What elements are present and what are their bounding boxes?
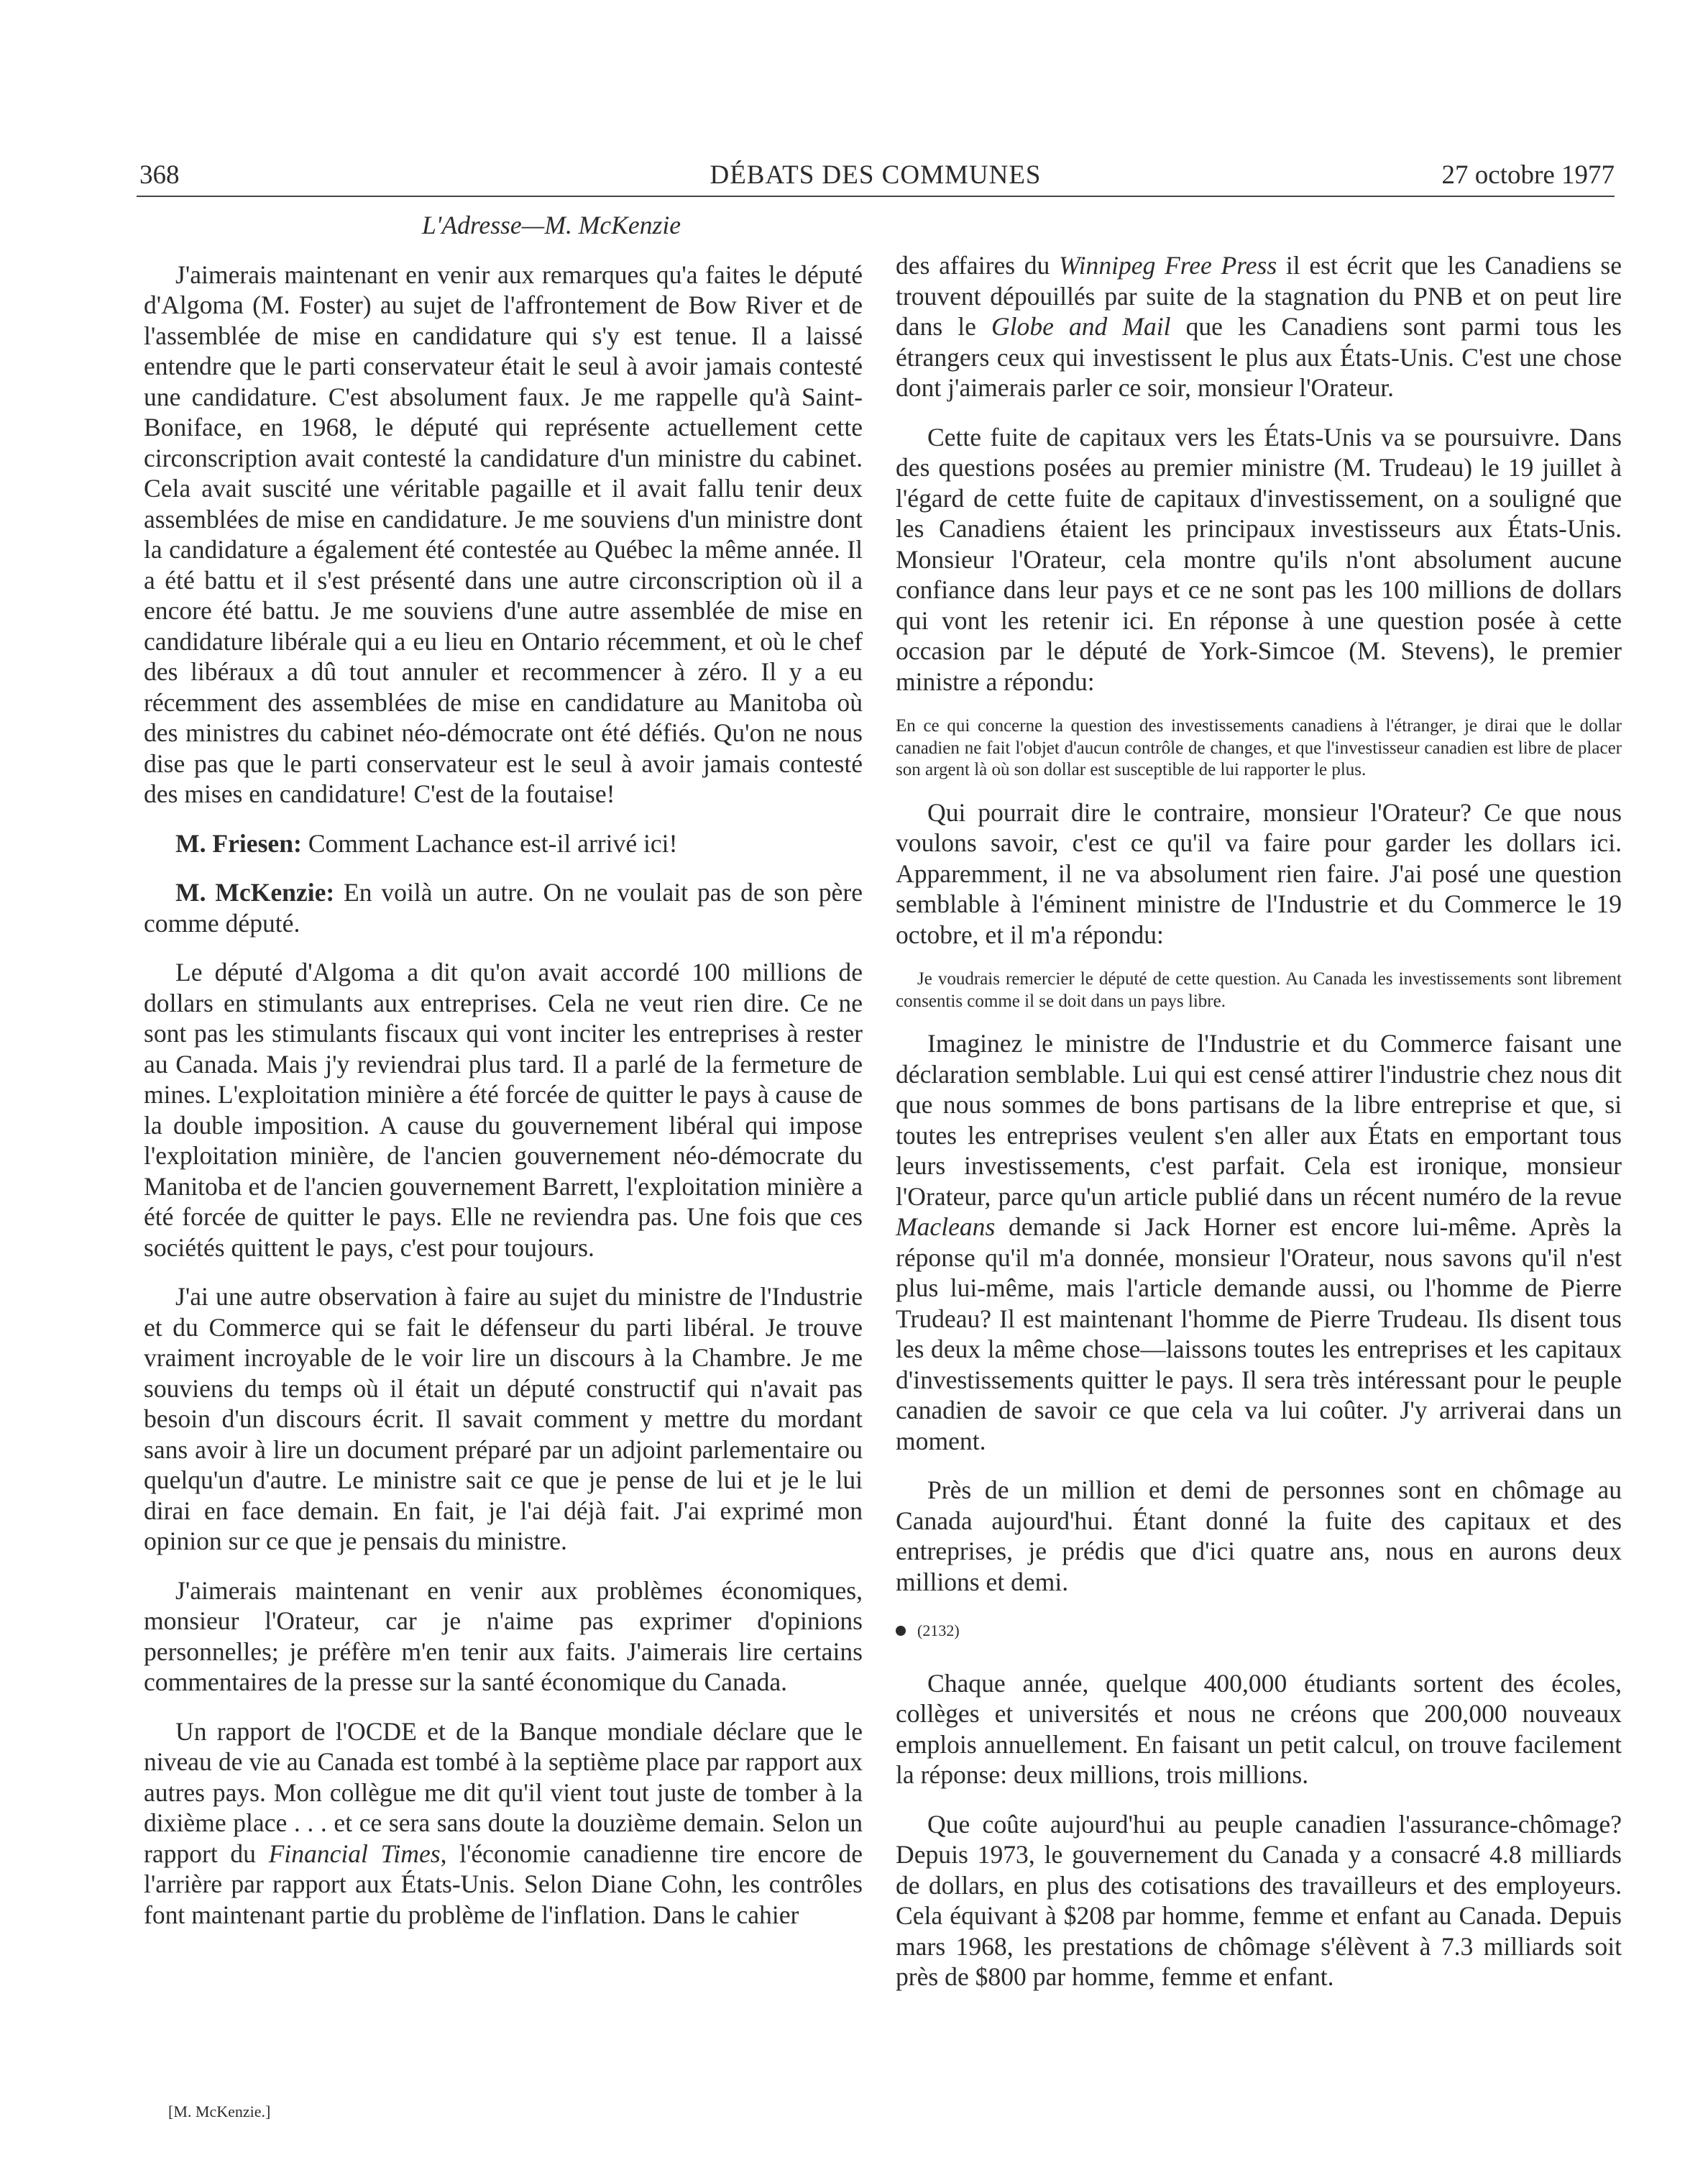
speaker-name: M. Friesen:	[175, 828, 302, 858]
paragraph	[896, 1028, 1622, 1456]
italic-title: Financial Times	[268, 1839, 441, 1868]
speaker-line	[144, 877, 863, 938]
speaker-name: M. McKenzie:	[175, 878, 335, 907]
italic-title: Macleans	[896, 1212, 996, 1241]
time-marker-label: (2132)	[917, 1621, 960, 1639]
paragraph: Qui pourrait dire le contraire, monsieur l'Orateur? Ce que nous voulons savoir, c'est ce qu'il va faire pour garder les dollars ici. Apparemment, il ne va absolument rien faire. J'ai posé une question semblable à l'éminent ministre de l'Industrie et du Commerce le 19 octobre, et il m'a répondu:	[896, 797, 1622, 949]
paragraph: Chaque année, quelque 400,000 étudiants sortent des écoles, collèges et universités et nous ne créons que 200,000 nouveaux emplois annuellement. En faisant un petit calcul, on trouve facilement la réponse: deux millions, trois millions.	[896, 1668, 1622, 1789]
speaker-footer-tag: [M. McKenzie.]	[168, 2102, 271, 2120]
block-quote: En ce qui concerne la question des investissements canadiens à l'étranger, je dirai que le dollar canadien ne fait l'objet d'aucun contrôle de changes, et que l'investisseur canadien est libre de placer son argent là où son dollar est susceptible de lui rapporter le plus.	[896, 716, 1622, 779]
paragraph	[896, 250, 1622, 403]
bullet-icon	[896, 1626, 906, 1636]
running-head: L'Adresse—M. McKenzie	[421, 211, 681, 239]
paragraph: J'aimerais maintenant en venir aux remarques qu'a faites le député d'Algoma (M. Foster) au sujet de l'affrontement de Bow River et de l'assemblée de mise en candidature qui s'y est tenue. Il a laissé entendre que le parti conservateur était le seul à avoir jamais contesté une candidature. C'est absolument faux. Je me rappelle qu'à Saint-Boniface, en 1968, le député qui représente actuellement cette circonscription avait contesté la candidature d'un ministre du cabinet. Cela avait suscité une véritable pagaille et il avait fallu tenir deux assemblées de mise en candidature. Je me souviens d'un ministre dont la candidature a également été contestée au Québec la même année. Il a été battu et il s'est présenté dans une autre circonscription où il a encore été battu. Je me souviens d'une autre assemblée de mise en candidature libérale qui a eu lieu en Ontario récemment, et où le chef des libéraux a dû tout annuler et recommencer à zéro. Il y a eu récemment des assemblées de mise en candidature au Manitoba où des ministres du cabinet néo-démocrate ont été défiés. Qu'on ne nous dise pas que le parti conservateur est le seul à avoir jamais contesté des mises en candidature! C'est de la foutaise!	[144, 260, 863, 808]
publication-title: DÉBATS DES COMMUNES	[710, 160, 1042, 190]
text-run: que les Canadiens sont parmi tous les étrangers ceux qui investissent le plus aux États-Unis. C'est une chose dont j'aimerais parler ce soir, monsieur l'Orateur.	[896, 312, 1622, 402]
italic-title: Globe and Mail	[991, 312, 1171, 341]
speech-text: En voilà un autre. On ne voulait pas de son père comme député.	[144, 878, 863, 938]
paragraph: Que coûte aujourd'hui au peuple canadien l'assurance-chômage? Depuis 1973, le gouvernement du Canada y a consacré 4.8 milliards de dollars, en plus des cotisations des travailleurs et des employeurs. Cela équivant à $208 par homme, femme et enfant au Canada. Depuis mars 1968, les prestations de chômage s'élèvent à 7.3 milliards soit près de $800 par homme, femme et enfant.	[896, 1809, 1622, 1991]
time-marker	[896, 1616, 1622, 1647]
paragraph: Cette fuite de capitaux vers les États-Unis va se poursuivre. Dans des questions posées au premier ministre (M. Trudeau) le 19 juillet à l'égard de cette fuite de capitaux d'investissement, on a souligné que les Canadiens étaient les principaux investisseurs aux États-Unis. Monsieur l'Orateur, cela montre qu'ils n'ont absolument aucune confiance dans leur pays et ce ne sont pas les 100 millions de dollars qui vont les retenir ici. En réponse à une question posée à cette occasion par le député de York-Simcoe (M. Stevens), le premier ministre a répondu:	[896, 422, 1622, 696]
italic-title: Winnipeg Free Press	[1058, 251, 1277, 280]
page-header	[137, 155, 1615, 197]
paragraph: Le député d'Algoma a dit qu'on avait accordé 100 millions de dollars en stimulants aux entreprises. Cela ne veut rien dire. Ce ne sont pas les stimulants fiscaux qui vont inciter les entreprises à rester au Canada. Mais j'y reviendrai plus tard. Il a parlé de la fermeture de mines. L'exploitation minière a été forcée de quitter le pays à cause de la double imposition. A cause du gouvernement libéral qui impose l'exploitation minière, de l'ancien gouvernement néo-démocrate du Manitoba et de l'ancien gouvernement Barrett, l'exploitation minière a été forcée de quitter le pays. Elle ne reviendra pas. Une fois que ces sociétés quittent le pays, c'est pour toujours.	[144, 958, 863, 1262]
speech-text: Comment Lachance est-il arrivé ici!	[301, 828, 678, 858]
text-run: Imaginez le ministre de l'Industrie et du Commerce faisant une déclaration semblable. Lui qui est censé attirer l'industrie chez nous dit que nous sommes de bons partisans de la libre entreprise et que, si toutes les entreprises veulent s'en aller aux États en emportant tous leurs investissements, c'est parfait. Cela est ironique, monsieur l'Orateur, parce qu'un article publié dans un récent numéro de la revue	[896, 1029, 1622, 1211]
paragraph: J'aimerais maintenant en venir aux problèmes économiques, monsieur l'Orateur, car je n'aime pas exprimer d'opinions personnelles; je préfère m'en tenir aux faits. J'aimerais lire certains commentaires de la presse sur la santé économique du Canada.	[144, 1575, 863, 1696]
issue-date: 27 octobre 1977	[1441, 160, 1615, 190]
paragraph: Près de un million et demi de personnes sont en chômage au Canada aujourd'hui. Étant donné la fuite des capitaux et des entreprises, je prédis que d'ici quatre ans, nous en aurons deux millions et demi.	[896, 1475, 1622, 1596]
page-number: 368	[139, 160, 180, 190]
text-run: il est écrit que les Canadiens se trouvent dépouillés par suite de la stagnation du PNB et on peut lire dans le	[896, 251, 1622, 341]
paragraph	[144, 1716, 863, 1931]
text-run: demande si Jack Horner est encore lui-même. Après la réponse qu'il m'a donnée, monsieur l'Orateur, nous savons qu'il n'est plus lui-même, mais l'article demande aussi, ou l'homme de Pierre Trudeau? Il est maintenant l'homme de Pierre Trudeau. Ils disent tous les deux la même chose—laissons toutes les entreprises et les capitaux d'investissements quitter le pays. Il sera très intéressant pour le peuple canadien de savoir ce que cela va lui coûter. J'y arriverai dans un moment.	[896, 1212, 1622, 1455]
speaker-line	[144, 828, 863, 859]
left-column	[144, 210, 863, 1949]
right-column	[896, 250, 1622, 2011]
text-run: , l'économie canadienne tire encore de l'arrière par rapport aux États-Unis. Selon Diane Cohn, les contrôles font maintenant partie du problème de l'inflation. Dans le cahier	[144, 1839, 863, 1929]
text-run: Un rapport de l'OCDE et de la Banque mondiale déclare que le niveau de vie au Canada est tombé à la septième place par rapport aux autres pays. Mon collègue me dit qu'il vient tout juste de tomber à la dixième place . . . et ce sera sans doute la douzième demain. Selon un rapport du	[144, 1716, 863, 1868]
text-run: des affaires du	[896, 251, 1059, 280]
block-quote: Je voudrais remercier le député de cette question. Au Canada les investissements sont librement consentis comme il se doit dans un pays libre.	[896, 969, 1622, 1011]
paragraph: J'ai une autre observation à faire au sujet du ministre de l'Industrie et du Commerce qui se fait le défenseur du parti libéral. Je trouve vraiment incroyable de le voir lire un discours à la Chambre. Je me souviens du temps où il était un député constructif qui n'avait pas besoin d'un discours écrit. Il savait comment y mettre du mordant sans avoir à lire un document préparé par un adjoint parlementaire ou quelqu'un d'autre. Le ministre sait ce que je pense de lui et je le lui dirai en face demain. En fait, je l'ai déjà fait. J'ai exprimé mon opinion sur ce que je pensais du ministre.	[144, 1282, 863, 1555]
